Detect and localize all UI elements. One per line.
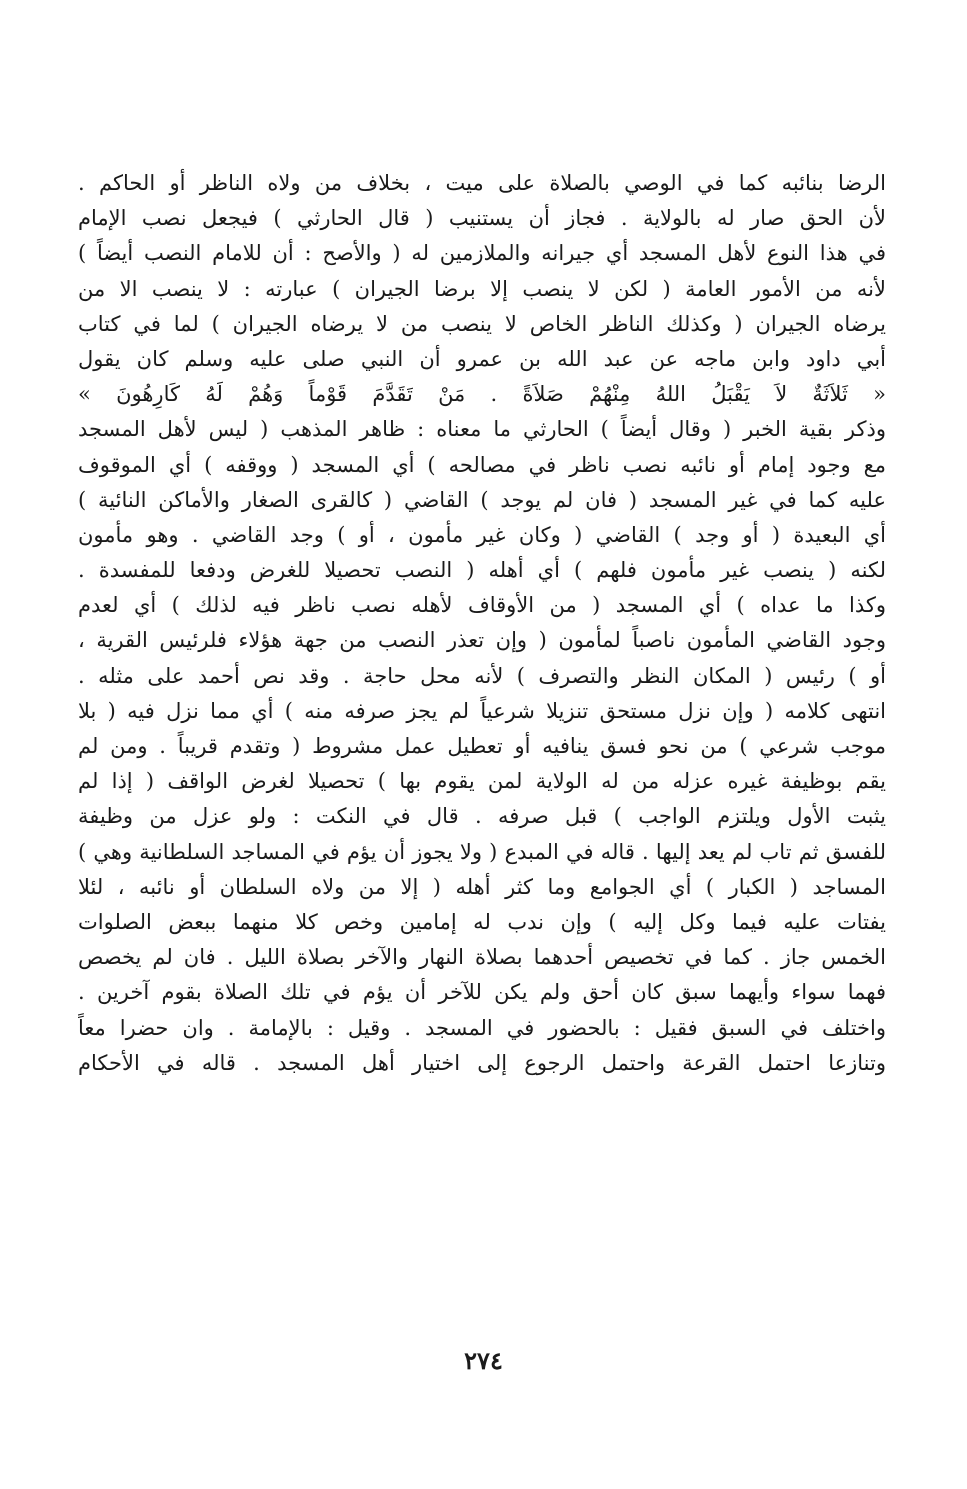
body-text [78, 166, 886, 1081]
text-line: فهما سواء وأيهما سبق كان أحق ولم يكن للآخر أن يؤم في تلك الصلاة بقوم آخرين . [78, 980, 886, 1005]
text-line: لأن الحق صار له بالولاية . فجاز أن يستنيب ( قال الحارثي ) فيجعل نصب الإمام [78, 206, 886, 231]
text-line: موجب شرعي ) من نحو فسق ينافيه أو تعطيل عمل مشروط ( وتقدم قريباً . ومن لم [78, 734, 886, 758]
text-line: يثبت الأول ويلتزم الواجب ) قبل صرفه . قال في النكت : ولو عزل من وظيفة [78, 804, 886, 829]
text-line: يفتات عليه فيما وكل إليه ) وإن ندب له إمامين وخص كلا منهما ببعض الصلوات [78, 909, 886, 934]
text-line: وكذا ما عداه ) أي المسجد ( من الأوقاف لأهله نصب ناظر فيه لذلك ) أي لعدم [78, 593, 886, 618]
text-line: يرضاه الجيران ( وكذلك الناظر الخاص لا ينصب من لا يرضاه الجيران ) لما في كتاب [78, 311, 886, 336]
text-line: وذكر بقية الخبر ( وقال أيضاً ) الحارثي ما معناه : ظاهر المذهب ( ليس لأهل المسجد [78, 417, 886, 442]
text-line: لكنه ( ينصب غير مأمون فلهم ) أي أهله ( النصب تحصيلا للغرض ودفعا للمفسدة . [78, 558, 886, 583]
text-line: واختلف في السبق فقيل : بالحضور في المسجد . وقيل : بالإمامة . وان حضرا معاً [78, 1015, 886, 1040]
text-line: الخمس جاز . كما في تخصيص أحدهما بصلاة النهار والآخر بصلاة الليل . فان لم يخصص [78, 945, 886, 970]
text-line: مع وجود إمام أو نائبه نصب ناظر في مصالحه ) أي المسجد ( ووقفه ) أي الموقوف [78, 452, 886, 477]
text-line: عليه كما في غير المسجد ( فان لم يوجد ) القاضي ( كالقرى الصغار والأماكن النائية ) [78, 487, 886, 512]
text-line: المساجد ( الكبار ) أي الجوامع وما كثر أهله ( إلا من ولاه السلطان أو نائبه ، لئلا [78, 874, 886, 899]
text-line: انتهى كلامه ( وإن نزل مستحق تنزيلا شرعياً لم يجز صرفه منه ) أي مما نزل فيه ( بلا [78, 698, 886, 723]
text-line: أبي داود وابن ماجه عن عبد الله بن عمرو أن النبي صلى عليه وسلم كان يقول [78, 346, 886, 371]
page-number: ٢٧٤ [464, 1346, 503, 1375]
text-line: يقم بوظيفة غيره عزله من له الولاية لمن يقوم بها ) تحصيلا لغرض الواقف ( إذا لم [78, 769, 886, 794]
text-line: في هذا النوع لأهل المسجد أي جيرانه والملازمين له ( والأصح : أن للامام النصب أيضاً ) [78, 241, 886, 266]
text-line: لأنه من الأمور العامة ( لكن لا ينصب إلا برضا الجيران ) عبارته : لا ينصب الا من [78, 276, 886, 301]
text-line: الرضا بنائبه كما في الوصي بالصلاة على ميت ، بخلاف من ولاه الناظر أو الحاكم . [78, 171, 886, 195]
hadith-quote-line: « ثَلاَثَةٌ لاَ يَقْبَلُ اللهُ مِنْهُمْ صَلاَةً . مَنْ تَقَدَّمَ قَوْماً وَهُمْ لَهُ كَارِهُونَ » [78, 382, 886, 407]
text-line: وجود القاضي المأمون ناصباً لمأمون ( وإن تعذر النصب من جهة هؤلاء فلرئيس القرية ، [78, 628, 886, 653]
text-line: أي البعيدة ( أو وجد ) القاضي ( وكان غير مأمون ، أو ) وجد القاضي . وهو مأمون [78, 522, 886, 547]
text-line: وتنازعا احتمل القرعة واحتمل الرجوع إلى اختيار أهل المسجد . قاله في الأحكام [78, 1050, 886, 1075]
text-line: للفسق ثم تاب لم يعد إليها . قاله في المبدع ( ولا يجوز أن يؤم في المساجد السلطانية وهي ) [78, 839, 886, 864]
text-line: أو ) رئيس ( المكان النظر والتصرف ) لأنه محل حاجة . وقد نص أحمد على مثله . [78, 663, 886, 688]
